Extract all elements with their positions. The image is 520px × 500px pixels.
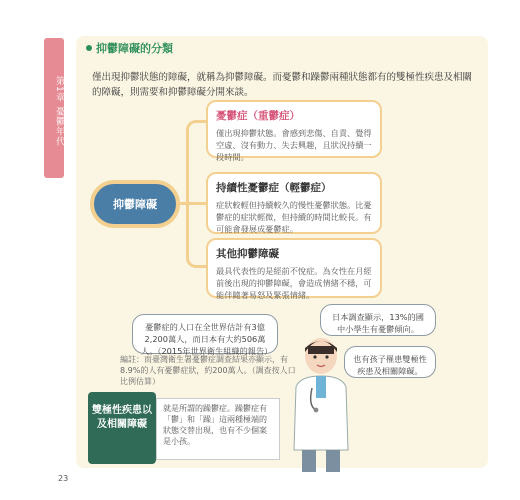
category-description: 症狀較輕但持續較久的慢性憂鬱狀態。比憂鬱症的症狀輕微，但持續的時間比較長。有可能會發展成憂鬱症。 xyxy=(216,200,372,234)
category-description: 最具代表性的是經前不悅症。為女性在月經前後出現的抑鬱障礙，會造成情緒不穩，可能伴隨著易怒及緊張情緒。 xyxy=(216,266,372,300)
center-label-depressive-disorders: 抑鬱障礙 xyxy=(90,180,180,228)
statistics-bubble: 憂鬱症的人口在全世界估計有3億2,200萬人，而日本有大約506萬人。（2015年世界衛生組織的報告） xyxy=(132,314,278,354)
page-number: 23 xyxy=(58,474,69,483)
category-box-major-depression xyxy=(206,100,382,162)
japan-survey-bubble: 日本調查顯示，13%的國中小學生有憂鬱傾向。 xyxy=(320,304,436,336)
middle-connector xyxy=(186,202,208,205)
category-title: 其他抑鬱障礙 xyxy=(216,248,279,260)
section-title xyxy=(86,40,173,56)
bullet-icon xyxy=(86,45,92,51)
category-box-other-depression xyxy=(206,238,382,298)
bipolar-description: 就是所謂的躁鬱症。躁鬱症有「鬱」和「躁」這兩種極端的狀態交替出現，也有不少個案是小孩。 xyxy=(156,398,280,460)
editor-note: 編註：而臺灣衛生署憂鬱症調查結果亦顯示，有8.9%的人有憂鬱症狀，約200萬人。（調查按人口比例估算） xyxy=(120,355,296,386)
category-description: 僅出現抑鬱狀態。會感到悲傷、自責、覺得空虛、沒有動力、失去興趣，且狀況持續一段時間。 xyxy=(216,128,372,162)
intro-paragraph: 僅出現抑鬱狀態的障礙，就稱為抑鬱障礙。而憂鬱和躁鬱兩種狀態都有的雙極性疾患及相關的障礙，則需要和抑鬱障礙分開來談。 xyxy=(92,72,473,98)
doctor-illustration xyxy=(278,332,364,474)
category-title: 持續性憂鬱症（輕鬱症） xyxy=(216,182,332,194)
children-bipolar-bubble: 也有孩子罹患雙極性疾患及相關障礙。 xyxy=(344,346,436,378)
category-title: 憂鬱症（重鬱症） xyxy=(216,110,300,122)
bipolar-label: 雙極性疾患以及相關障礙 xyxy=(88,392,156,464)
category-bracket xyxy=(186,120,208,268)
chapter-side-tab: 第1章 憂鬱年代 xyxy=(44,38,64,178)
category-box-persistent-depression xyxy=(206,172,382,234)
section-title-text: 抑鬱障礙的分類 xyxy=(96,42,173,55)
